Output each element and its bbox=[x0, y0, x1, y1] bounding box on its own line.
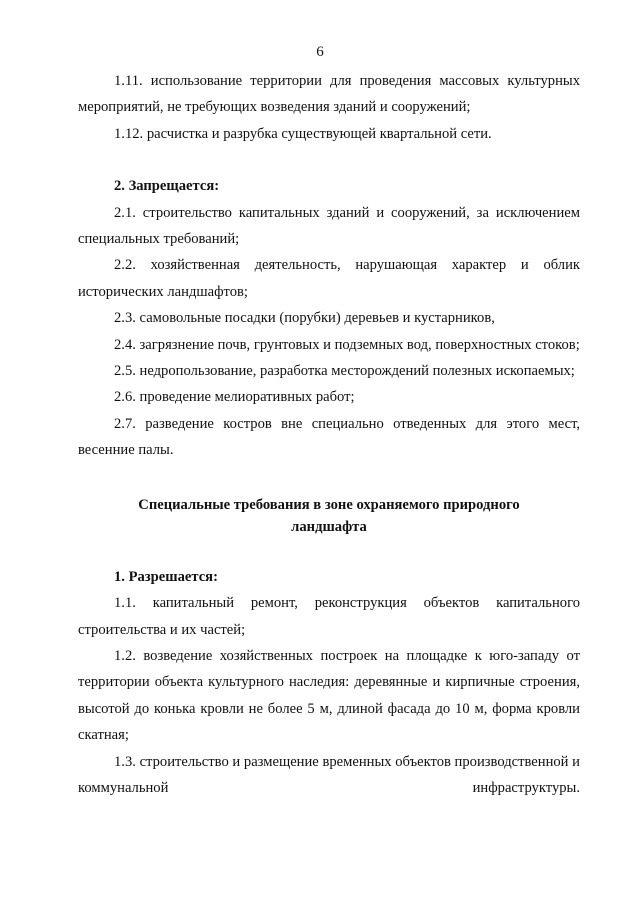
paragraph-1-12: 1.12. расчистка и разрубка существующей квартальной сети. bbox=[114, 125, 492, 142]
paragraph-2-1: 2.1. строительство капитальных зданий и сооружений, за исключением специальных требований; bbox=[78, 204, 580, 248]
paragraph-c-1-1: 1.1. капитальный ремонт, реконструкция объектов капитального строительства и их частей; bbox=[78, 595, 580, 638]
paragraph-c-1-3: 1.3. строительство и размещение временных объектов производственной и коммунальной инфраструктуры. bbox=[78, 753, 580, 796]
paragraph-c-1-2: 1.2. возведение хозяйственных построек на площадке к юго-западу от территории объекта культурного наследия: деревянные и кирпичные строения, высотой до конька кровли не более 5 м, длиной фасада до 10 м, форма кровли скатная; bbox=[78, 647, 580, 744]
paragraph-1-11: 1.11. использование территории для проведения массовых культурных мероприятий, не требующих возведения зданий и сооружений; bbox=[78, 73, 580, 116]
section-heading-permitted: 1. Разрешается: bbox=[114, 568, 218, 585]
paragraph-2-7: 2.7. разведение костров вне специально отведенных для этого мест, весенние палы. bbox=[78, 415, 580, 459]
paragraph-2-5: 2.5. недропользование, разработка месторождений полезных ископаемых; bbox=[114, 363, 575, 380]
paragraph-2-4: 2.4. загрязнение почв, грунтовых и подземных вод, поверхностных стоков; bbox=[114, 336, 580, 353]
zone-requirements-title: Специальные требования в зоне охраняемого природного ландшафта bbox=[138, 496, 520, 535]
page-number: 6 bbox=[316, 44, 324, 60]
paragraph-2-6: 2.6. проведение мелиоративных работ; bbox=[114, 389, 355, 406]
section-heading-prohibited: 2. Запрещается: bbox=[114, 178, 220, 195]
document-body bbox=[78, 68, 580, 801]
paragraph-2-2: 2.2. хозяйственная деятельность, нарушающая характер и облик исторических ландшафтов; bbox=[78, 257, 580, 300]
paragraph-2-3: 2.3. самовольные посадки (порубки) деревьев и кустарников, bbox=[114, 310, 495, 327]
